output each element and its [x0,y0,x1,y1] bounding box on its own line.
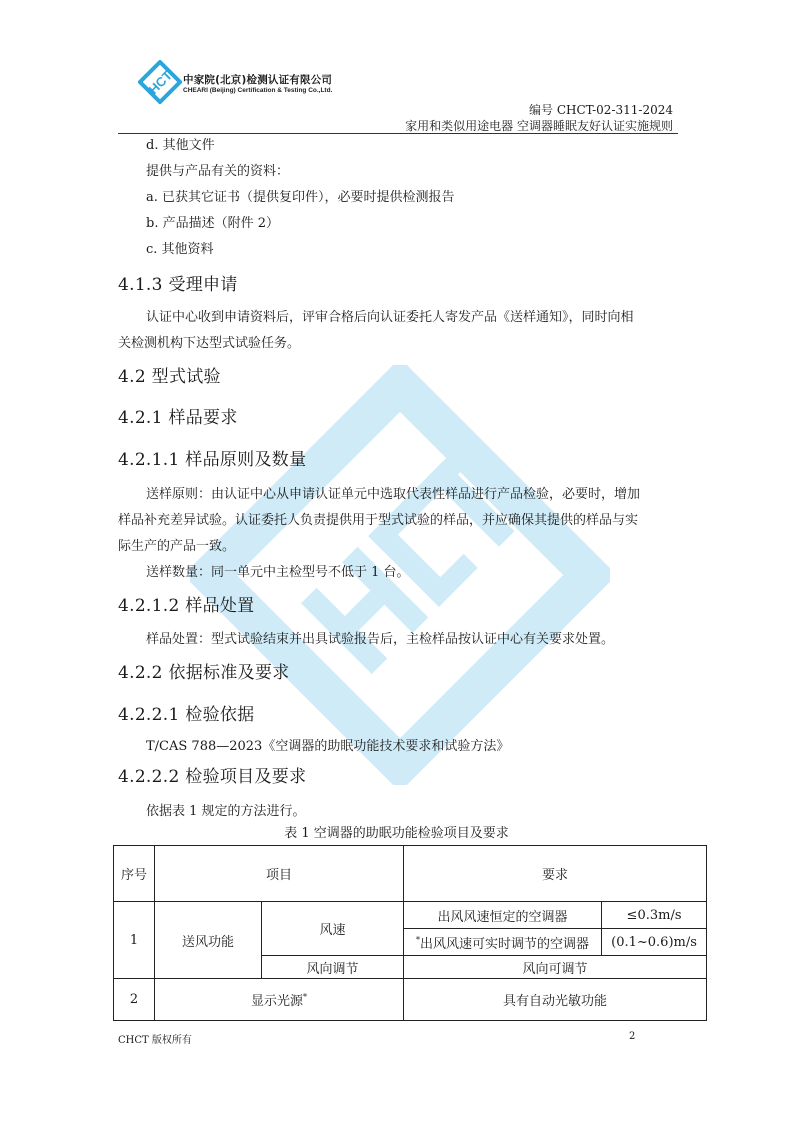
page-number: 2 [629,1031,636,1042]
heading-4-2: 4.2 型式试验 [118,367,221,387]
row1-adjustable-speed-req: (0.1~0.6)m/s [602,929,707,956]
footer-copyright: CHCT 版权所有 [118,1035,192,1046]
paragraph-disposal: 样品处置：型式试验结束并出具试验报告后，主检样品按认证中心有关要求处置。 [146,632,615,647]
heading-4-2-1: 4.2.1 样品要求 [118,408,238,428]
row2-requirement: 具有自动光敏功能 [404,979,707,1021]
paragraph-intro: 提供与产品有关的资料： [146,164,290,179]
paragraph-sample-2: 样品补充差异试验。认证委托人负责提供用于型式试验的样品，并应确保其提供的样品与实 [118,513,639,528]
row1-constant-speed: 出风风速恒定的空调器 [404,902,602,929]
heading-4-1-3: 4.1.3 受理申请 [118,275,238,295]
heading-4-2-2: 4.2.2 依据标准及要求 [118,663,290,683]
document-title: 家用和类似用途电器 空调器睡眠友好认证实施规则 [405,119,673,133]
company-logo [138,60,182,104]
paragraph-sample-3: 际生产的产品一致。 [118,539,236,554]
row2-item [155,979,404,1021]
heading-4-2-2-1: 4.2.2.1 检验依据 [118,705,255,725]
table-row [114,902,707,929]
company-name-cn: 中家院(北京)检测认证有限公司 [183,74,333,86]
table-caption: 表 1 空调器的助眠功能检验项目及要求 [284,826,509,841]
paragraph-sample-1: 送样原则：由认证中心从申请认证单元中选取代表性样品进行产品检验，必要时，增加 [146,487,641,502]
row1-constant-speed-req: ≤0.3m/s [602,902,707,929]
table-row [114,979,707,1021]
row1-item: 送风功能 [155,902,262,979]
heading-4-2-1-2: 4.2.1.2 样品处置 [118,596,255,616]
header-item: 项目 [155,846,404,902]
row1-sub-direction: 风向调节 [262,956,404,979]
list-item-c: c. 其他资料 [146,242,214,257]
list-item-a: a. 已获其它证书（提供复印件），必要时提供检测报告 [146,190,455,205]
header-requirement: 要求 [404,846,707,902]
asterisk-mark: * [416,935,420,945]
paragraph-acceptance-1: 认证中心收到申请资料后，评审合格后向认证委托人寄发产品《送样通知》，同时向相 [146,310,634,325]
paragraph-acceptance-2: 关检测机构下达型式试验任务。 [118,336,301,351]
row1-no: 1 [114,902,155,979]
row1-adjustable-speed-label: 出风风速可实时调节的空调器 [420,936,590,952]
row1-sub-wind-speed: 风速 [262,902,404,956]
list-item-d: d. 其他文件 [146,138,215,153]
document-number: 编号 CHCT-02-311-2024 [529,103,673,117]
inspection-table [113,845,707,1021]
list-item-b: b. 产品描述（附件 2） [146,216,279,231]
header-no: 序号 [114,846,155,902]
row2-item-label: 显示光源 [251,994,304,1009]
paragraph-standard: T/CAS 788—2023《空调器的助眠功能技术要求和试验方法》 [146,739,510,754]
row1-direction-req: 风向可调节 [404,956,707,979]
header-divider [118,133,678,134]
table-header-row [114,846,707,902]
asterisk-mark: * [303,992,308,1002]
row1-adjustable-speed [404,929,602,956]
heading-4-2-1-1: 4.2.1.1 样品原则及数量 [118,450,307,470]
row2-no: 2 [114,979,155,1021]
company-name-en: CHEARI (Beijing) Certification & Testing Co.,Ltd. [183,87,333,94]
paragraph-sample-qty: 送样数量：同一单元中主检型号不低于 1 台。 [146,565,410,580]
paragraph-method: 依据表 1 规定的方法进行。 [146,804,306,819]
logo-text: HCT [145,67,176,98]
heading-4-2-2-2: 4.2.2.2 检验项目及要求 [118,767,307,787]
